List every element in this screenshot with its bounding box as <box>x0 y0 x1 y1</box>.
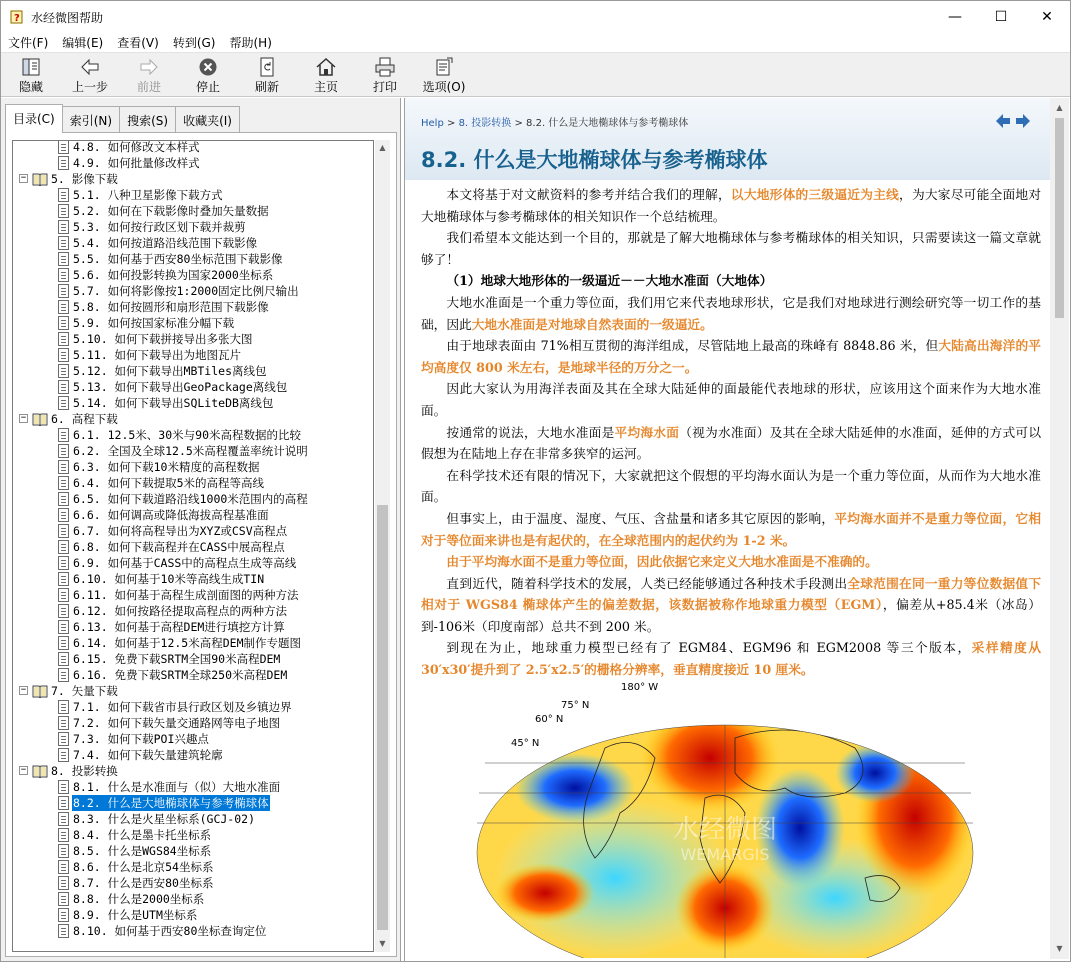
tree-item-label: 8.10. 如何基于西安80坐标查询定位 <box>73 924 267 938</box>
latitude-label-60: 60° N <box>535 714 564 725</box>
tree-topic[interactable] <box>13 331 373 347</box>
page-icon <box>58 668 69 682</box>
tree-item-label: 5.14. 如何下载导出SQLiteDB离线包 <box>73 396 274 410</box>
tree-item-label: 5.4. 如何按道路沿线范围下载影像 <box>73 236 258 250</box>
open-book-icon <box>32 684 48 698</box>
article-paragraph <box>421 227 1041 270</box>
tree-topic[interactable] <box>13 923 373 939</box>
page-icon <box>58 300 69 314</box>
tree-topic[interactable] <box>13 667 373 683</box>
tree-item-label: 8.6. 什么是北京54坐标系 <box>73 860 214 874</box>
article-paragraph <box>421 422 1041 465</box>
tree-item-label: 6.1. 12.5米、30米与90米高程数据的比较 <box>73 428 302 442</box>
page-icon <box>58 140 69 154</box>
page-icon <box>58 716 69 730</box>
back-button[interactable]: 上一步 <box>62 55 118 95</box>
tree-topic[interactable] <box>13 459 373 475</box>
page-icon <box>58 604 69 618</box>
tree-topic[interactable] <box>13 795 373 811</box>
page-icon <box>58 156 69 170</box>
tree-topic[interactable] <box>13 651 373 667</box>
highlighted-text: 由于平均海水面不是重力等位面，因此依据它来定义大地水准面是不准确的。 <box>446 554 878 570</box>
page-icon <box>58 780 69 794</box>
page-icon <box>58 796 69 810</box>
highlighted-text: 采样精度从 30′x30′提升到了 2.5′x2.5′的栅格分辨率，垂直精度接近 10 厘米。 <box>421 640 1042 678</box>
tree-item-label: 8.5. 什么是WGS84坐标系 <box>73 844 212 858</box>
page-icon <box>58 844 69 858</box>
help-app-icon <box>9 8 25 24</box>
tree-topic[interactable] <box>13 140 373 155</box>
contents-panel <box>5 132 397 957</box>
watermark-cn: 水经微图 <box>672 815 778 845</box>
open-book-icon <box>32 412 48 426</box>
page-icon <box>58 700 69 714</box>
topic-nav-arrows <box>995 113 1031 132</box>
page-icon <box>58 380 69 394</box>
paragraph-text: 到现在为止，地球重力模型已经有了 EGM84、EGM96 和 EGM2008 等三个版本， <box>446 640 972 656</box>
paragraph-text: 但事实上，由于温度、湿度、气压、含盐量和诸多其它原因的影响， <box>446 510 835 526</box>
page-icon <box>58 444 69 458</box>
paragraph-text: 本文将基于对文献资料的参考并结合我们的理解， <box>446 187 731 202</box>
menu-bar <box>1 32 1070 52</box>
close-button[interactable]: ✕ <box>1041 8 1053 25</box>
page-icon <box>58 252 69 266</box>
latitude-label-45: 45° N <box>511 738 540 749</box>
tree-item-label: 5.2. 如何在下载影像时叠加矢量数据 <box>73 204 269 218</box>
tree-item-label: 6.14. 如何基于12.5米高程DEM制作专题图 <box>73 636 302 650</box>
menu-view[interactable]: 查看(V) <box>117 36 159 50</box>
tree-topic[interactable] <box>13 779 373 795</box>
window-title: 水经微图帮助 <box>31 11 104 25</box>
tree-topic[interactable] <box>13 267 373 283</box>
tree-topic[interactable] <box>13 731 373 747</box>
svg-text:?: ? <box>14 13 20 24</box>
page-icon <box>58 588 69 602</box>
hide-pane-icon <box>20 57 42 77</box>
tree-item-label: 7.2. 如何下载矢量交通路网等电子地图 <box>73 716 281 730</box>
tree-topic[interactable] <box>13 587 373 603</box>
article-paragraph <box>421 270 1041 292</box>
article-body <box>421 184 1041 681</box>
tree-item-label: 5.5. 如何基于西安80坐标范围下载影像 <box>73 252 283 266</box>
tree-topic[interactable] <box>13 619 373 635</box>
tree-item-label: 7.4. 如何下载矢量建筑轮廓 <box>73 748 223 762</box>
paragraph-text: 因此大家认为用海洋表面及其在全球大陆延伸的面最能代表地球的形状，应该用这个面来作为大地水准面。 <box>421 381 1041 418</box>
hide-button[interactable]: 隐藏 <box>3 55 59 95</box>
content-scrollbar[interactable] <box>1050 98 1069 959</box>
article-paragraph <box>421 378 1041 421</box>
content-scroll-up-icon[interactable]: ▲ <box>1056 103 1063 112</box>
section-heading: （1）地球大地形体的一级逼近－－大地水准面（大地体） <box>446 273 773 289</box>
page-icon <box>58 732 69 746</box>
refresh-button[interactable]: 刷新 <box>239 55 295 95</box>
tree-item-label: 6.13. 如何基于高程DEM进行填挖方计算 <box>73 620 285 634</box>
tree-chapter[interactable] <box>13 411 373 427</box>
tree-topic[interactable] <box>13 507 373 523</box>
tree-topic[interactable] <box>13 443 373 459</box>
tree-topic[interactable] <box>13 907 373 923</box>
article-paragraph <box>421 573 1041 638</box>
tab-contents[interactable]: 目录(C) <box>5 104 63 133</box>
tree-topic[interactable] <box>13 427 373 443</box>
page-icon <box>58 204 69 218</box>
tree-item-label: 8. 投影转换 <box>51 764 118 778</box>
tree-item-label: 6.9. 如何基于CASS中的高程点生成等高线 <box>73 556 297 570</box>
print-icon <box>374 57 396 77</box>
print-button[interactable]: 打印 <box>357 55 413 95</box>
page-icon <box>58 220 69 234</box>
tree-chapter[interactable] <box>13 763 373 779</box>
collapse-icon[interactable]: − <box>20 173 27 183</box>
tree-item-label: 5.6. 如何投影转换为国家2000坐标系 <box>73 268 274 282</box>
title-bar <box>1 1 1070 32</box>
highlighted-text: 大陆高出海洋的平均高度仅 800 米左右，是地球半径的万分之一。 <box>421 338 1041 375</box>
tree-item-label: 6.5. 如何下载道路沿线1000米范围内的高程 <box>73 492 308 506</box>
tree-item-label: 6.16. 免费下载SRTM全球250米高程DEM <box>73 668 288 682</box>
tree-item-label: 6.6. 如何调高或降低海拔高程基准面 <box>73 508 269 522</box>
tree-topic[interactable] <box>13 395 373 411</box>
page-icon <box>58 476 69 490</box>
content-scroll-down-icon[interactable]: ▼ <box>1056 944 1063 953</box>
article-paragraph <box>421 292 1041 335</box>
collapse-icon[interactable]: − <box>20 765 27 775</box>
highlighted-text: 大地水准面是对地球自然表面的一级逼近。 <box>471 316 713 332</box>
article-paragraph <box>421 465 1041 508</box>
paragraph-text: 我们希望本文能达到一个目的，那就是了解大地椭球体与参考椭球体的相关知识，只需要读这一篇文章就够了！ <box>421 230 1041 267</box>
tree-topic[interactable] <box>13 251 373 267</box>
page-icon <box>58 652 69 666</box>
article-paragraph <box>421 184 1041 227</box>
tree-item-label: 6.10. 如何基于10米等高线生成TIN <box>73 572 265 586</box>
menu-goto[interactable]: 转到(G) <box>172 36 216 50</box>
menu-file[interactable]: 文件(F) <box>8 36 49 50</box>
article-paragraph <box>421 508 1041 551</box>
page-icon <box>58 188 69 202</box>
open-book-icon <box>32 172 48 186</box>
topic-header <box>405 98 1050 180</box>
tree-topic[interactable] <box>13 155 373 171</box>
scroll-thumb[interactable] <box>377 505 388 930</box>
paragraph-text: 在科学技术还有限的情况下，大家就把这个假想的平均海水面认为是一个重力等位面，从而作为大地水准面。 <box>421 467 1041 505</box>
tree-item-label: 4.8. 如何修改文本样式 <box>73 140 200 154</box>
tree-topic[interactable] <box>13 299 373 315</box>
tree-item-label: 8.8. 什么是2000坐标系 <box>73 892 205 906</box>
tree-item-label: 8.7. 什么是西安80坐标系 <box>73 876 214 890</box>
tree-topic[interactable] <box>13 891 373 907</box>
tree-item-label: 6. 高程下载 <box>51 412 118 426</box>
tree-topic[interactable] <box>13 283 373 299</box>
tree-list <box>13 140 373 939</box>
paragraph-text: 按通常的说法，大地水准面是 <box>446 424 615 440</box>
tree-item-label: 8.9. 什么是UTM坐标系 <box>73 908 198 922</box>
tree-item-label: 6.4. 如何下载提取5米的高程等高线 <box>73 476 265 490</box>
tree-topic[interactable] <box>13 699 373 715</box>
tree-item-label: 6.7. 如何将高程导出为XYZ或CSV高程点 <box>73 524 288 538</box>
breadcrumb-current: 8.2. 什么是大地椭球体与参考椭球体 <box>526 118 689 129</box>
tree-scrollbar[interactable] <box>375 140 390 952</box>
tree-topic[interactable] <box>13 635 373 651</box>
page-icon <box>58 316 69 330</box>
menu-edit[interactable]: 编辑(E) <box>62 36 104 50</box>
highlighted-text: 平均海水面并不是重力等位面，它相对于等位面来讲也是有起伏的，在全球范围内的起伏约为 1-2 米。 <box>421 510 1042 548</box>
tree-chapter[interactable] <box>13 683 373 699</box>
tree-topic[interactable] <box>13 523 373 539</box>
tree-topic[interactable] <box>13 187 373 203</box>
tree-item-label: 8.4. 什么是墨卡托坐标系 <box>73 828 212 842</box>
collapse-icon[interactable]: − <box>20 413 27 423</box>
tree-item-label: 7. 矢量下载 <box>51 684 118 698</box>
breadcrumb-separator: > <box>443 118 459 129</box>
tree-topic[interactable] <box>13 811 373 827</box>
page-icon <box>58 524 69 538</box>
page-icon <box>58 620 69 634</box>
tree-topic[interactable] <box>13 715 373 731</box>
previous-topic-icon[interactable] <box>995 113 1011 129</box>
tree-topic[interactable] <box>13 347 373 363</box>
options-button[interactable]: 选项(O) <box>416 55 472 95</box>
page-icon <box>58 396 69 410</box>
paragraph-text: （视为水准面）及其在全球大陆延伸的水准面，延伸的方式可以假想为在陆地上存在非常多狭窄的运河。 <box>421 424 1042 462</box>
tree-item-label: 5.7. 如何将影像按1:2000固定比例尺输出 <box>73 284 299 298</box>
tree-item-label: 4.9. 如何批量修改样式 <box>73 156 200 170</box>
forward-arrow-icon <box>138 57 160 77</box>
scroll-up-arrow-icon[interactable]: ▲ <box>379 143 386 152</box>
navigation-pane <box>1 98 401 961</box>
tree-topic[interactable] <box>13 235 373 251</box>
tree-item-label: 5.12. 如何下载导出MBTiles离线包 <box>73 364 267 378</box>
tree-item-label: 6.3. 如何下载10米精度的高程数据 <box>73 460 260 474</box>
tree-item-label: 8.3. 什么是火星坐标系(GCJ-02) <box>73 812 256 826</box>
tree-topic[interactable] <box>13 315 373 331</box>
nav-tabs <box>5 104 239 132</box>
page-icon <box>58 924 69 938</box>
next-topic-icon[interactable] <box>1015 113 1031 129</box>
article-paragraph <box>421 637 1041 680</box>
collapse-icon[interactable]: − <box>20 685 27 695</box>
page-icon <box>58 540 69 554</box>
page-icon <box>58 908 69 922</box>
back-arrow-icon <box>79 57 101 77</box>
tree-topic[interactable] <box>13 491 373 507</box>
tree-item-label: 5.10. 如何下载拼接导出多张大图 <box>73 332 253 346</box>
page-icon <box>58 284 69 298</box>
tree-topic[interactable] <box>13 603 373 619</box>
page-icon <box>58 828 69 842</box>
tree-topic[interactable] <box>13 843 373 859</box>
page-icon <box>58 364 69 378</box>
tree-topic[interactable] <box>13 219 373 235</box>
home-button[interactable]: 主页 <box>298 55 354 95</box>
page-icon <box>58 332 69 346</box>
page-icon <box>58 428 69 442</box>
highlighted-text: 以大地形体的三级逼近为主线 <box>730 187 900 202</box>
tree-item-label: 5.13. 如何下载导出GeoPackage离线包 <box>73 380 288 394</box>
highlighted-text: 平均海水面 <box>614 424 680 440</box>
maximize-button[interactable]: ☐ <box>994 8 1008 25</box>
tree-item-label: 6.2. 全国及全球12.5米高程覆盖率统计说明 <box>73 444 308 458</box>
page-icon <box>58 268 69 282</box>
tree-topic[interactable] <box>13 827 373 843</box>
contents-tree[interactable] <box>12 140 374 952</box>
egm-world-map <box>455 678 975 958</box>
tree-item-label: 5. 影像下载 <box>51 172 118 186</box>
page-title: 8.2. 什么是大地椭球体与参考椭球体 <box>421 148 768 172</box>
highlighted-text: 全球范围在同一重力等位数据值下相对于 WGS84 椭球体产生的偏差数据，该数据被称作地球重力模型（EGM） <box>421 575 1042 613</box>
tree-item-label: 6.8. 如何下载高程并在CASS中展高程点 <box>73 540 285 554</box>
page-icon <box>58 460 69 474</box>
breadcrumb-section-link[interactable]: 8. 投影转换 <box>458 118 512 129</box>
tree-item-label: 5.1. 八种卫星影像下载方式 <box>73 188 223 202</box>
tree-topic[interactable] <box>13 859 373 875</box>
tree-item-label: 6.11. 如何基于高程生成剖面图的两种方法 <box>73 588 299 602</box>
tree-topic[interactable] <box>13 203 373 219</box>
page-icon <box>58 508 69 522</box>
stop-icon <box>197 57 219 77</box>
forward-button[interactable]: 前进 <box>121 55 177 95</box>
paragraph-text: 直到近代，随着科学技术的发展，人类已经能够通过各种技术手段测出 <box>446 575 848 591</box>
page-icon <box>58 876 69 890</box>
breadcrumb-separator: > <box>511 118 527 129</box>
tree-topic[interactable] <box>13 363 373 379</box>
toolbar <box>1 52 1070 97</box>
stop-button[interactable]: 停止 <box>180 55 236 95</box>
tree-item-label: 6.15. 免费下载SRTM全国90米高程DEM <box>73 652 281 666</box>
tree-topic[interactable] <box>13 571 373 587</box>
page-icon <box>58 348 69 362</box>
paragraph-text: 大地水准面是一个重力等位面，我们用它来代表地球形状，它是我们对地球进行测绘研究等一切工作的基础，因此 <box>421 294 1041 332</box>
tree-topic[interactable] <box>13 875 373 891</box>
tree-item-label: 7.1. 如何下载省市县行政区划及乡镇边界 <box>73 700 292 714</box>
page-icon <box>58 636 69 650</box>
watermark-en: WEMARGIS <box>680 845 770 864</box>
tree-item-label: 8.2. 什么是大地椭球体与参考椭球体 <box>73 796 269 810</box>
paragraph-text: ，为大家尽可能全面地对大地椭球体与参考椭球体的相关知识作一个总结梳理。 <box>421 187 1042 224</box>
page-icon <box>58 812 69 826</box>
tree-topic[interactable] <box>13 539 373 555</box>
tab-index[interactable]: 索引(N) <box>62 106 120 132</box>
tree-item-label: 5.3. 如何按行政区划下载并裁剪 <box>73 220 246 234</box>
minimize-button[interactable]: — <box>948 8 962 25</box>
breadcrumb-help-link[interactable]: Help <box>421 118 444 129</box>
scroll-down-arrow-icon[interactable]: ▼ <box>379 939 386 948</box>
tab-search[interactable]: 搜索(S) <box>119 106 176 132</box>
page-icon <box>58 236 69 250</box>
paragraph-text: ，偏差从+85.4米（冰岛）到-106米（印度南部）总共不到 200 米。 <box>421 597 1041 634</box>
page-icon <box>58 492 69 506</box>
tree-chapter[interactable] <box>13 171 373 187</box>
tree-item-label: 8.1. 什么是水准面与（似）大地水准面 <box>73 780 281 794</box>
page-icon <box>58 892 69 906</box>
tree-topic[interactable] <box>13 379 373 395</box>
menu-help[interactable]: 帮助(H) <box>229 36 272 50</box>
paragraph-text: 由于地球表面由 71%相互贯彻的海洋组成，尽管陆地上最高的珠峰有 8848.86 米，但 <box>446 338 939 354</box>
tree-topic[interactable] <box>13 747 373 763</box>
content-pane <box>404 98 1070 961</box>
latitude-label-75: 75° N <box>561 700 590 711</box>
refresh-icon <box>256 57 278 77</box>
article-paragraph <box>421 335 1041 378</box>
breadcrumb <box>421 114 688 129</box>
longitude-label: 180° W <box>621 682 659 693</box>
tree-topic[interactable] <box>13 475 373 491</box>
home-icon <box>315 57 337 77</box>
tree-item-label: 5.9. 如何按国家标准分幅下载 <box>73 316 235 330</box>
content-scroll-thumb[interactable] <box>1055 118 1064 318</box>
article-paragraph <box>421 551 1041 573</box>
options-icon <box>433 57 455 77</box>
tree-item-label: 7.3. 如何下载POI兴趣点 <box>73 732 209 746</box>
tree-item-label: 6.12. 如何按路径提取高程点的两种方法 <box>73 604 288 618</box>
open-book-icon <box>32 764 48 778</box>
page-icon <box>58 572 69 586</box>
page-icon <box>58 860 69 874</box>
page-icon <box>58 556 69 570</box>
tree-item-label: 5.11. 如何下载导出为地图瓦片 <box>73 348 242 362</box>
tree-item-label: 5.8. 如何按圆形和扇形范围下载影像 <box>73 300 269 314</box>
page-icon <box>58 748 69 762</box>
tree-topic[interactable] <box>13 555 373 571</box>
tab-favorites[interactable]: 收藏夹(I) <box>175 106 240 132</box>
